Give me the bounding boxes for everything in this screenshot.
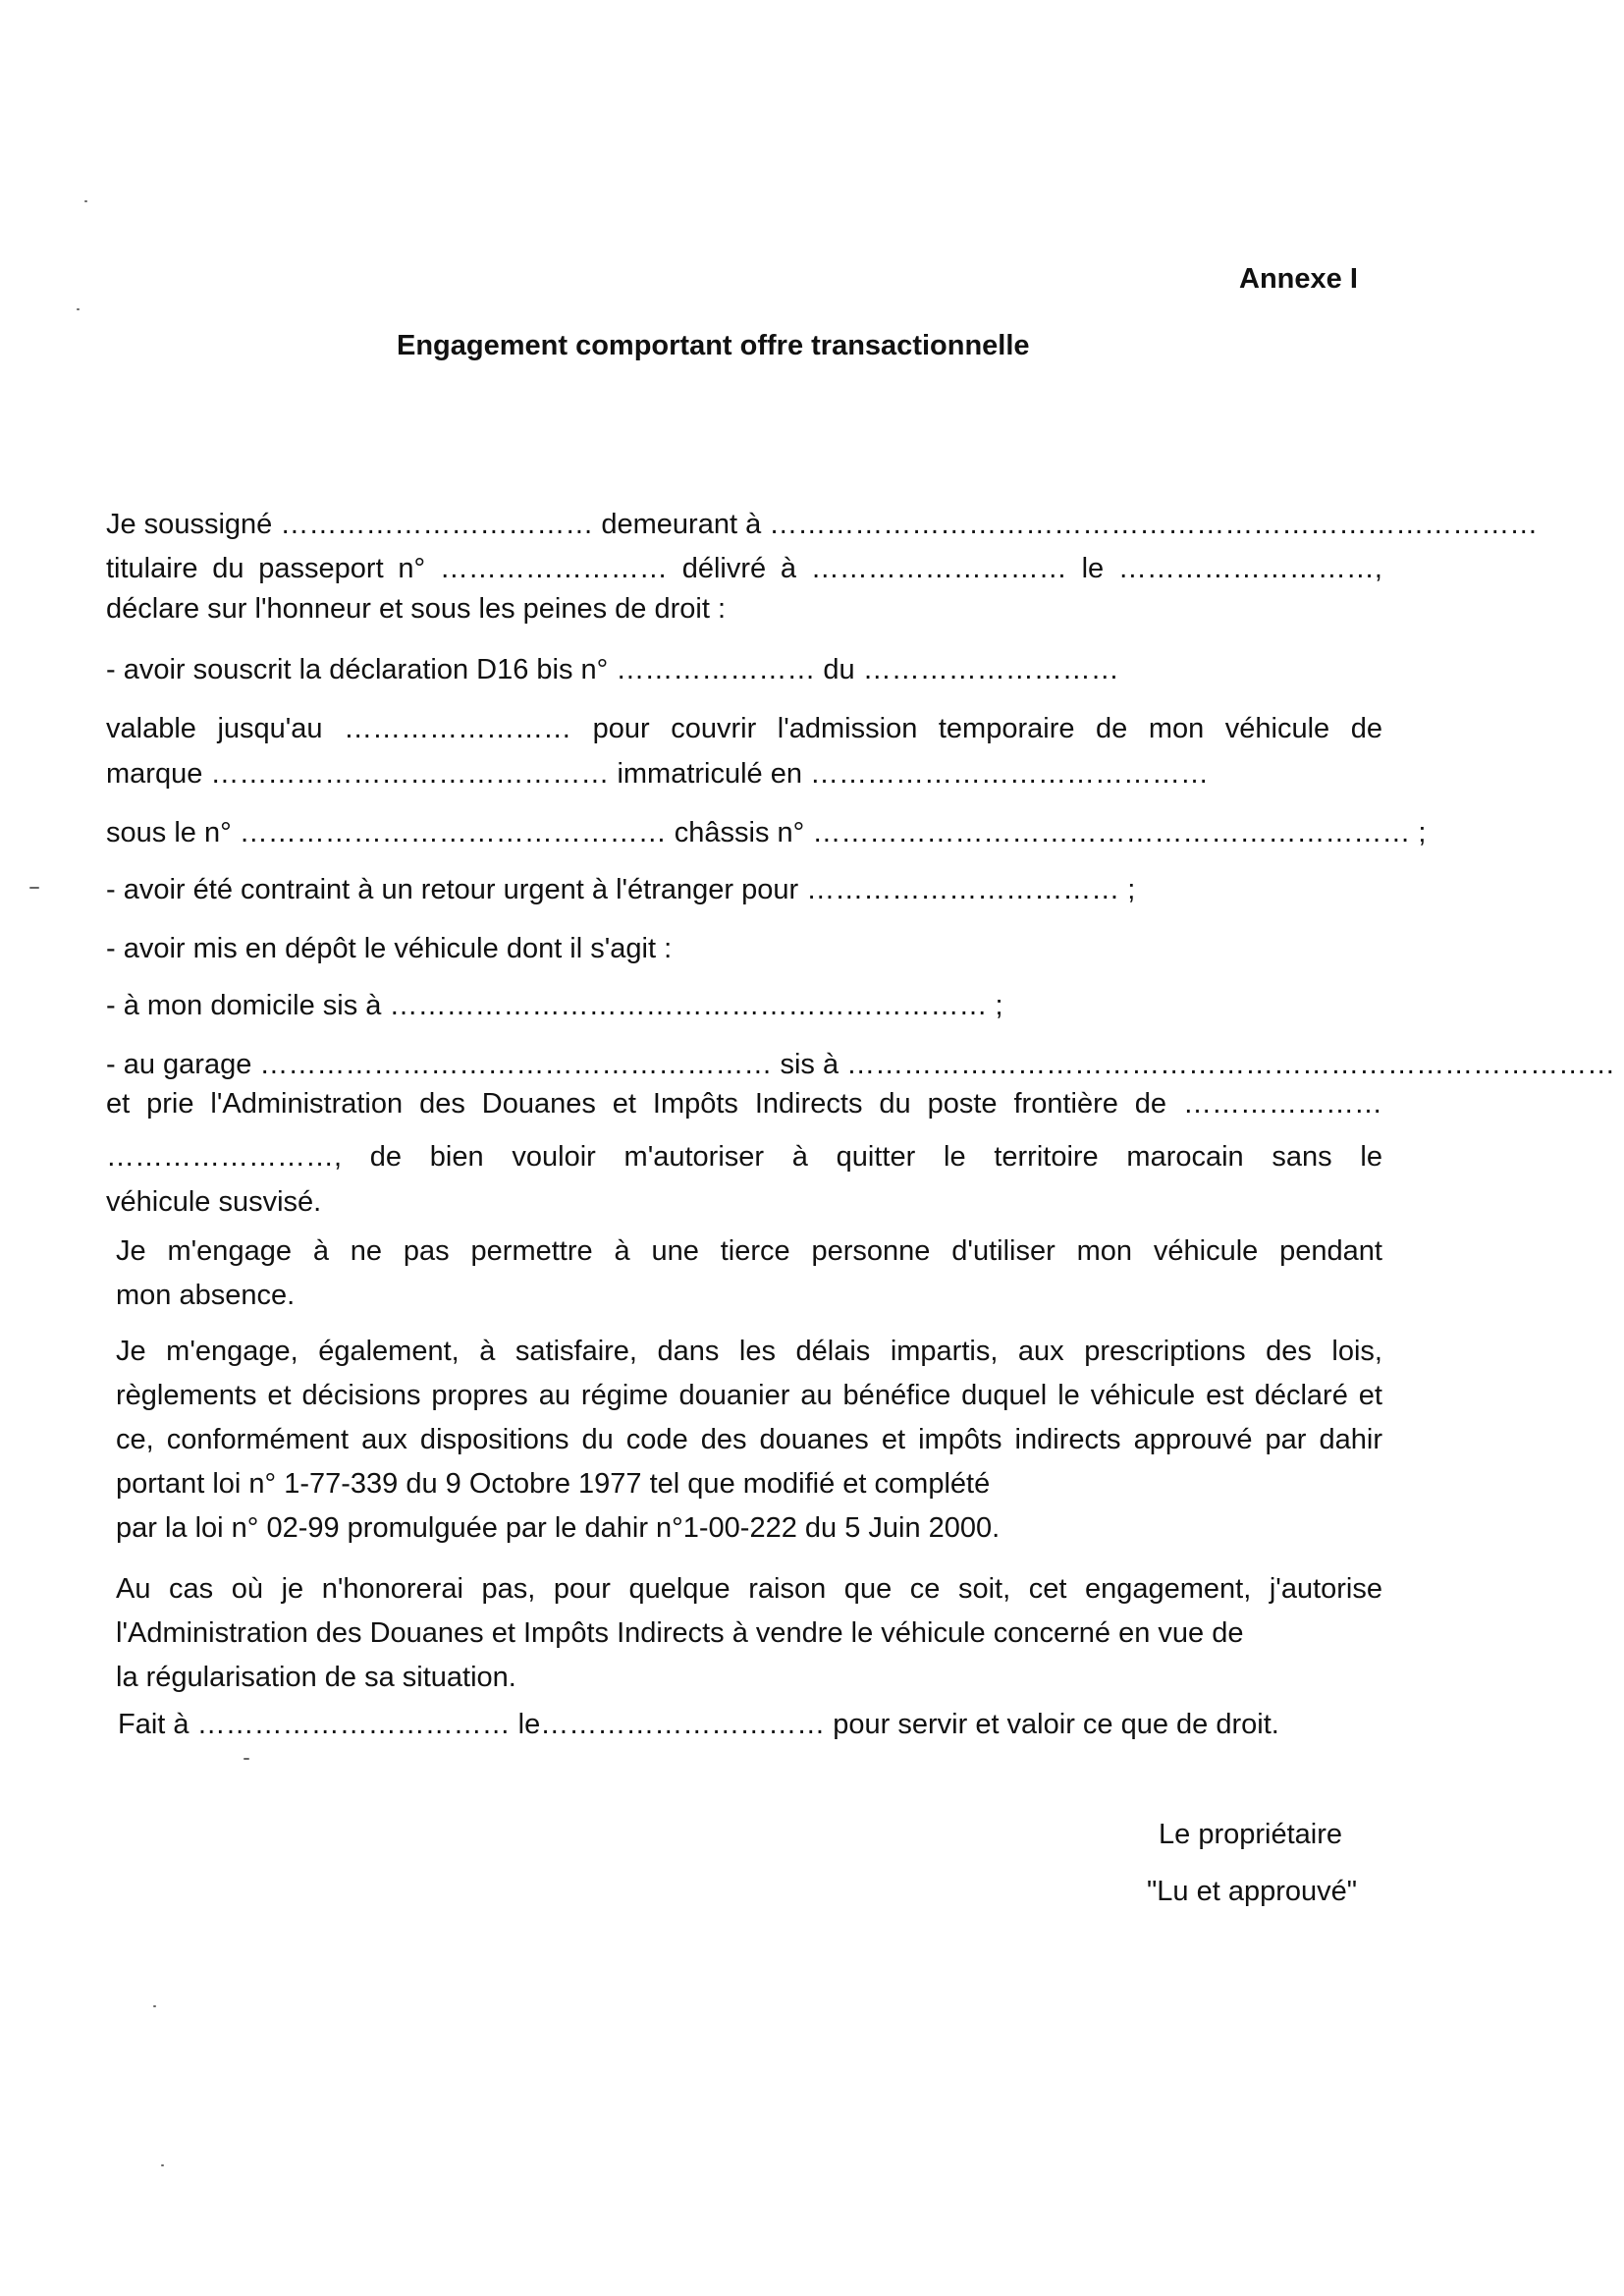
line-soussigne: Je soussigné …………………………… demeurant à ……………………………………………………………………… [106,509,1539,540]
paragraph-last-line: mon absence. [116,1280,296,1311]
scan-speck [161,2164,164,2166]
line-garage: - au garage ……………………………………………… sis à ……………………………………………………………………… [106,1049,1616,1080]
line-retour-urgent: - avoir été contraint à un retour urgent à l'étranger pour …………………………… ; [106,874,1136,905]
paragraph-au-cas-ou [116,1567,1382,1700]
line-domicile: - à mon domicile sis à ……………………………………………………… ; [106,990,1003,1021]
document-title: Engagement comportant offre transactionnelle [397,330,1030,361]
paragraph-last-line: par la loi n° 02-99 promulguée par le dahir n°1-00-222 du 5 Juin 2000. [116,1512,1001,1544]
line-mise-en-depot: - avoir mis en dépôt le véhicule dont il s'agit : [106,933,673,964]
line-marque: marque …………………………………… immatriculé en …………………………………… [106,758,1210,790]
paragraph-body: Je m'engage à ne pas permettre à une tierce personne d'utiliser mon véhicule pendant [116,1235,1382,1267]
annexe-label: Annexe I [1239,263,1358,295]
signature-approval: "Lu et approuvé" [1147,1876,1358,1907]
paragraph-tierce-personne [116,1230,1382,1318]
signature-owner: Le propriétaire [1159,1819,1342,1850]
line-autoriser: ……………………, de bien vouloir m'autoriser à quitter le territoire marocain sans le [106,1141,1382,1173]
scan-speck [153,2005,156,2007]
scan-speck [77,308,80,310]
line-poste-frontiere: et prie l'Administration des Douanes et Impôts Indirects du poste frontière de ………………… [106,1088,1382,1120]
scan-speck [244,1758,249,1760]
line-declare: déclare sur l'honneur et sous les peines de droit : [106,593,727,625]
paragraph-prescriptions [116,1330,1382,1551]
scan-speck [29,887,39,889]
line-declaration-d16: - avoir souscrit la déclaration D16 bis n° ………………… du ……………………… [106,654,1119,685]
paragraph-body: Au cas où je n'honorerai pas, pour quelque raison que ce soit, cet engagement, j'autorise l'Administration des Douanes et Impôts Indirects à vendre le véhicule concerné en vue de [116,1573,1382,1649]
line-vehicule-susvise: véhicule susvisé. [106,1186,322,1218]
fait-a-line: Fait à …………………………… le………………………… pour servir et valoir ce que de droit. [118,1709,1279,1740]
paragraph-body: Je m'engage, également, à satisfaire, dans les délais impartis, aux prescriptions des lois, règlements et décisions propres au régime douanier au bénéfice duquel le véhicule est déclaré et ce, conformément aux dispositions du code des douanes et impôts indirects approuvé par dahir portant loi n° 1-77-339 du 9 Octobre 1977 tel que modifié et complété [116,1336,1382,1500]
line-valable: valable jusqu'au …………………… pour couvrir l'admission temporaire de mon véhicule de [106,713,1382,744]
line-chassis: sous le n° ……………………………………… châssis n° ……………………………………………………… ; [106,817,1427,848]
paragraph-last-line: la régularisation de sa situation. [116,1662,516,1693]
line-passeport: titulaire du passeport n° …………………… délivré à ……………………… le ………………………, [106,553,1382,584]
scan-speck [84,200,87,202]
